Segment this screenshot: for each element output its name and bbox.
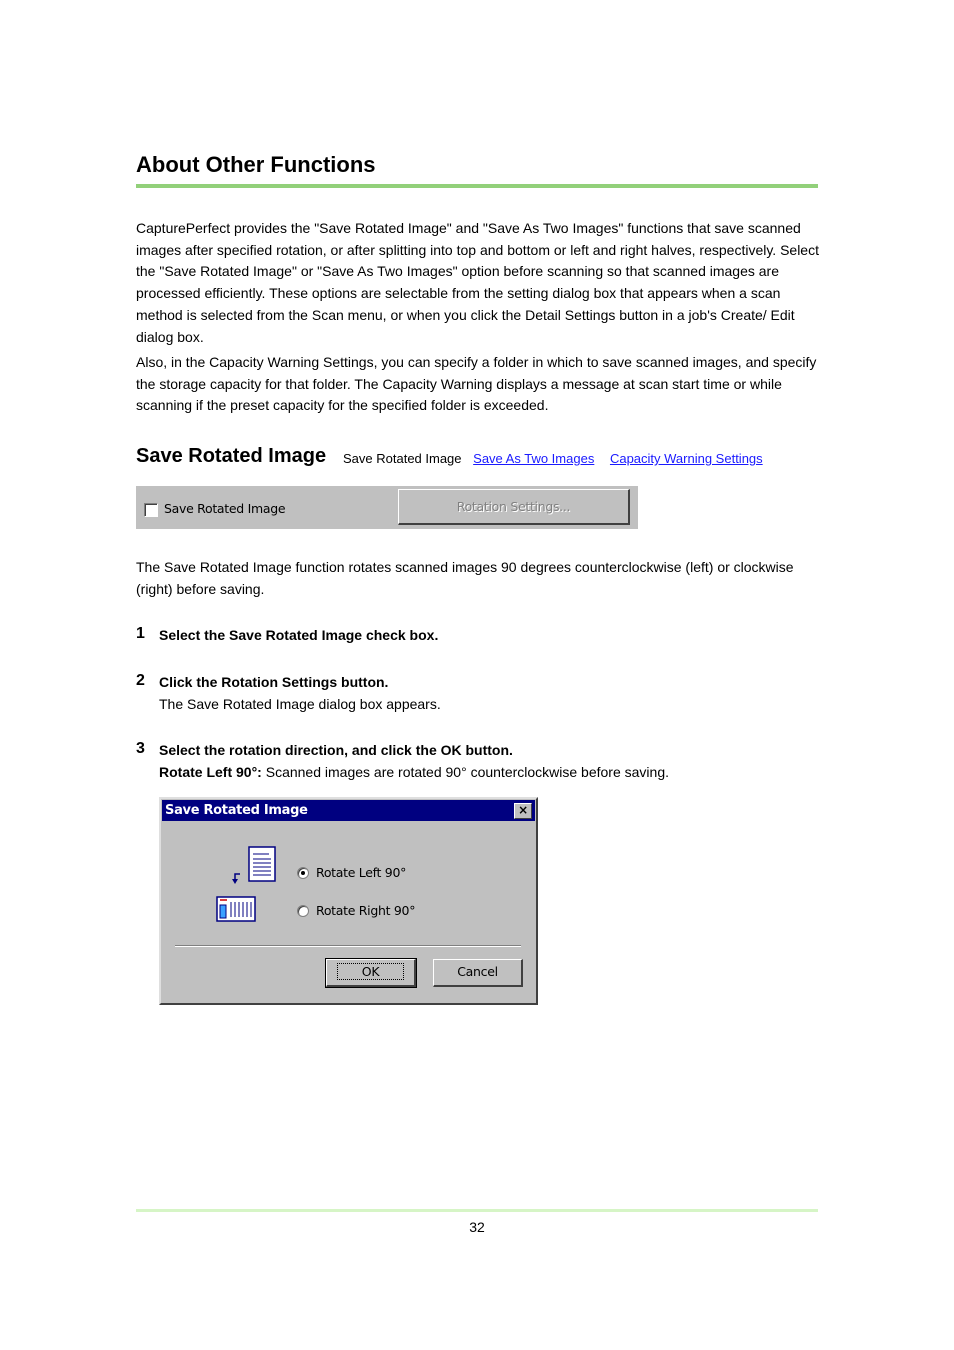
description-paragraph: The Save Rotated Image function rotates scanned images 90 degrees counterclockwise (left) or clockwise (right) before saving.	[136, 559, 794, 597]
cancel-button[interactable]: Cancel	[433, 959, 523, 987]
rotate-right-icon	[215, 895, 259, 925]
step-3-subtext	[159, 764, 669, 780]
link-save-as-two-images[interactable]: Save As Two Images	[473, 451, 595, 466]
step-2-number: 2	[136, 672, 145, 689]
step-1-number: 1	[136, 625, 145, 642]
close-icon[interactable]: ×	[514, 803, 532, 819]
footer-rule	[136, 1209, 818, 1212]
save-rotated-image-checkbox[interactable]	[144, 503, 158, 517]
step-3-subtext-rest: Scanned images are rotated 90° counterclockwise before saving.	[261, 764, 670, 780]
dialog-title: Save Rotated Image	[165, 803, 308, 818]
heading-rule	[136, 184, 818, 188]
page-heading: About Other Functions	[136, 152, 376, 177]
ok-button-label: OK	[337, 963, 404, 980]
save-rotated-image-checkbox-label: Save Rotated Image	[164, 501, 286, 516]
rotate-left-label: Rotate Left 90°	[316, 865, 407, 880]
section-nav	[343, 451, 775, 466]
step-3-number: 3	[136, 740, 145, 757]
step-2-text: Click the Rotation Settings button.	[159, 674, 389, 690]
step-1-text: Select the Save Rotated Image check box.	[159, 627, 439, 643]
section-nav-current: Save Rotated Image	[343, 451, 462, 466]
section-title: Save Rotated Image	[136, 445, 327, 467]
dialog-separator	[175, 945, 521, 947]
intro-paragraph-2: Also, in the Capacity Warning Settings, you can specify a folder in which to save scanned images, and specify the storage capacity for that folder. The Capacity Warning displays a message at scan start time or while scanning if the preset capacity for the specified folder is exceeded.	[136, 354, 817, 414]
step-3-text: Select the rotation direction, and click the OK button.	[159, 742, 513, 758]
link-capacity-warning-settings[interactable]: Capacity Warning Settings	[609, 451, 763, 466]
rotate-left-radio[interactable]	[297, 867, 309, 879]
ok-button[interactable]	[326, 959, 416, 987]
step-2-subtext: The Save Rotated Image dialog box appears.	[159, 696, 441, 712]
option-bar-screenshot	[136, 486, 638, 529]
intro-paragraph-1: CapturePerfect provides the "Save Rotated Image" and "Save As Two Images" functions that save scanned images after specified rotation, or after splitting into top and bottom or left and right halves, respectively. Select the "Save Rotated Image" or "Save As Two Images" option before scanning so that scanned images are processed efficiently. These options are selectable from the setting dialog box that appears when a scan method is selected from the Scan menu, or when you click the Detail Settings button in a job's Create/ Edit dialog box.	[136, 220, 819, 345]
rotate-right-radio[interactable]	[297, 905, 309, 917]
step-3-subtext-bold: Rotate Left 90°:	[159, 764, 262, 780]
rotate-right-label: Rotate Right 90°	[316, 903, 416, 918]
save-rotated-image-dialog	[159, 797, 538, 1005]
dialog-title-bar	[162, 800, 535, 821]
rotation-settings-button[interactable]: Rotation Settings...	[398, 489, 630, 525]
rotate-left-icon	[223, 844, 283, 888]
page-number: 32	[469, 1219, 485, 1235]
